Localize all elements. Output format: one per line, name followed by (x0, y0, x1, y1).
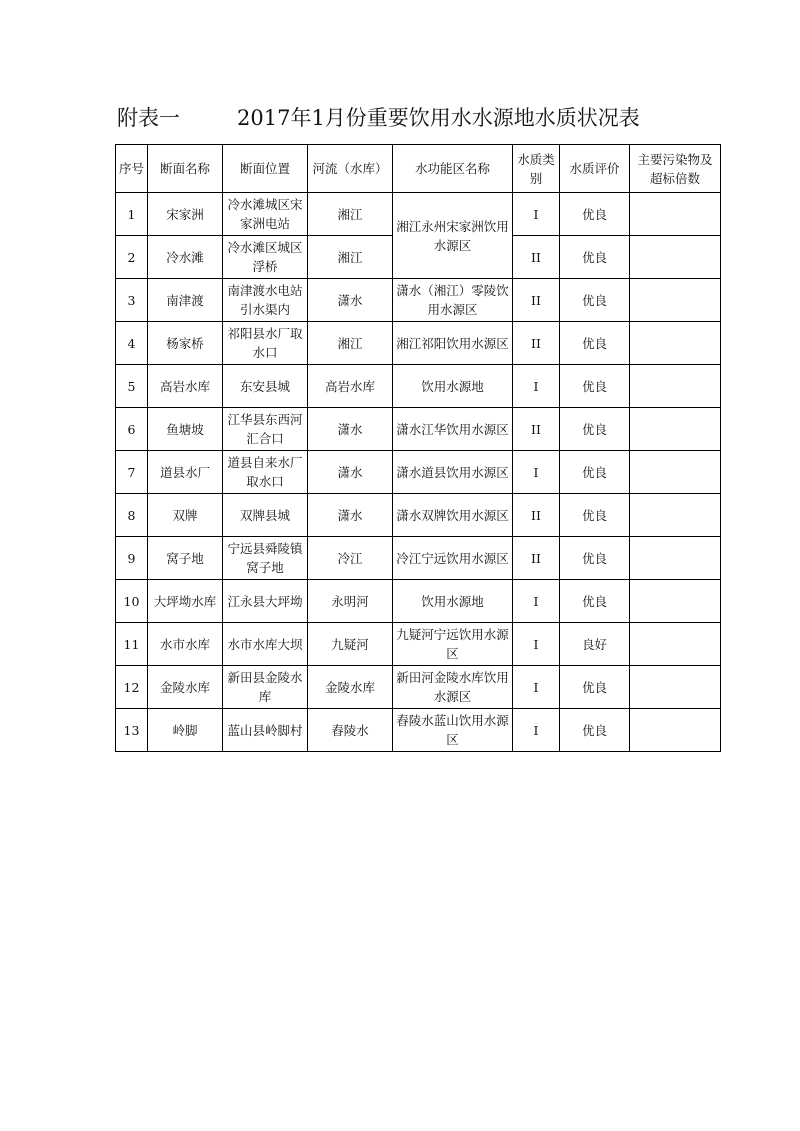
cell-grade: II (513, 236, 560, 279)
cell-grade: II (513, 408, 560, 451)
cell-grade: II (513, 322, 560, 365)
table-row (116, 666, 721, 709)
cell-location: 双牌县城 (223, 494, 308, 537)
cell-pollutant (630, 537, 721, 580)
cell-river: 金陵水库 (308, 666, 393, 709)
cell-river: 永明河 (308, 580, 393, 623)
cell-eval: 优良 (560, 451, 630, 494)
cell-no: 5 (116, 365, 148, 408)
cell-location: 江华县东西河汇合口 (223, 408, 308, 451)
table-row (116, 279, 721, 322)
cell-grade: II (513, 279, 560, 322)
table-row (116, 365, 721, 408)
cell-river: 湘江 (308, 193, 393, 236)
cell-location: 冷水滩城区宋家洲电站 (223, 193, 308, 236)
cell-zone: 饮用水源地 (393, 580, 513, 623)
cell-location: 蓝山县岭脚村 (223, 709, 308, 752)
cell-pollutant (630, 322, 721, 365)
cell-name: 大坪坳水库 (148, 580, 223, 623)
cell-eval: 优良 (560, 236, 630, 279)
cell-grade: I (513, 623, 560, 666)
cell-zone: 潇水道县饮用水源区 (393, 451, 513, 494)
cell-name: 冷水滩 (148, 236, 223, 279)
cell-no: 4 (116, 322, 148, 365)
table-row (116, 408, 721, 451)
cell-name: 宋家洲 (148, 193, 223, 236)
header-river: 河流（水库） (308, 145, 393, 193)
cell-grade: I (513, 580, 560, 623)
cell-zone: 舂陵水蓝山饮用水源区 (393, 709, 513, 752)
cell-river: 潇水 (308, 494, 393, 537)
cell-no: 10 (116, 580, 148, 623)
header-zone: 水功能区名称 (393, 145, 513, 193)
cell-location: 宁远县舜陵镇窝子地 (223, 537, 308, 580)
cell-river: 潇水 (308, 451, 393, 494)
cell-eval: 优良 (560, 279, 630, 322)
cell-river: 湘江 (308, 322, 393, 365)
cell-no: 7 (116, 451, 148, 494)
cell-no: 2 (116, 236, 148, 279)
cell-pollutant (630, 408, 721, 451)
cell-eval: 良好 (560, 623, 630, 666)
cell-eval: 优良 (560, 408, 630, 451)
cell-grade: I (513, 709, 560, 752)
cell-pollutant (630, 623, 721, 666)
cell-eval: 优良 (560, 709, 630, 752)
cell-location: 南津渡水电站引水渠内 (223, 279, 308, 322)
cell-no: 11 (116, 623, 148, 666)
cell-zone: 潇水江华饮用水源区 (393, 408, 513, 451)
table-row (116, 580, 721, 623)
title-label: 附表一 (117, 106, 180, 130)
cell-location: 东安县城 (223, 365, 308, 408)
cell-pollutant (630, 709, 721, 752)
cell-name: 水市水库 (148, 623, 223, 666)
cell-zone: 湘江祁阳饮用水源区 (393, 322, 513, 365)
cell-pollutant (630, 451, 721, 494)
header-grade: 水质类别 (513, 145, 560, 193)
table-row (116, 537, 721, 580)
cell-grade: II (513, 494, 560, 537)
cell-zone: 冷江宁远饮用水源区 (393, 537, 513, 580)
cell-zone: 新田河金陵水库饮用水源区 (393, 666, 513, 709)
cell-location: 冷水滩区城区浮桥 (223, 236, 308, 279)
cell-name: 岭脚 (148, 709, 223, 752)
header-no: 序号 (116, 145, 148, 193)
cell-name: 高岩水库 (148, 365, 223, 408)
cell-eval: 优良 (560, 494, 630, 537)
cell-pollutant (630, 580, 721, 623)
cell-no: 12 (116, 666, 148, 709)
cell-no: 1 (116, 193, 148, 236)
cell-no: 3 (116, 279, 148, 322)
water-quality-table (115, 144, 721, 752)
cell-zone: 九疑河宁远饮用水源区 (393, 623, 513, 666)
cell-pollutant (630, 193, 721, 236)
cell-grade: I (513, 365, 560, 408)
cell-location: 新田县金陵水库 (223, 666, 308, 709)
cell-eval: 优良 (560, 193, 630, 236)
cell-zone: 潇水双牌饮用水源区 (393, 494, 513, 537)
cell-pollutant (630, 666, 721, 709)
cell-name: 金陵水库 (148, 666, 223, 709)
cell-river: 潇水 (308, 408, 393, 451)
table-row (116, 322, 721, 365)
table-row (116, 494, 721, 537)
cell-zone: 饮用水源地 (393, 365, 513, 408)
table-row (116, 709, 721, 752)
header-location: 断面位置 (223, 145, 308, 193)
cell-location: 道县自来水厂取水口 (223, 451, 308, 494)
cell-river: 舂陵水 (308, 709, 393, 752)
cell-location: 祁阳县水厂取水口 (223, 322, 308, 365)
cell-name: 杨家桥 (148, 322, 223, 365)
cell-no: 9 (116, 537, 148, 580)
cell-pollutant (630, 494, 721, 537)
cell-name: 鱼塘坡 (148, 408, 223, 451)
table-row (116, 623, 721, 666)
header-eval: 水质评价 (560, 145, 630, 193)
cell-grade: II (513, 537, 560, 580)
cell-eval: 优良 (560, 322, 630, 365)
cell-no: 6 (116, 408, 148, 451)
table-row (116, 451, 721, 494)
page-title (117, 104, 737, 132)
header-row (116, 145, 721, 193)
cell-no: 13 (116, 709, 148, 752)
cell-pollutant (630, 236, 721, 279)
table-row (116, 193, 721, 236)
cell-river: 湘江 (308, 236, 393, 279)
cell-river: 潇水 (308, 279, 393, 322)
cell-river: 冷江 (308, 537, 393, 580)
cell-grade: I (513, 666, 560, 709)
cell-location: 水市水库大坝 (223, 623, 308, 666)
header-pollutant: 主要污染物及超标倍数 (630, 145, 721, 193)
cell-no: 8 (116, 494, 148, 537)
title-main: 2017年1月份重要饮用水水源地水质状况表 (237, 106, 640, 130)
cell-eval: 优良 (560, 365, 630, 408)
cell-river: 高岩水库 (308, 365, 393, 408)
cell-pollutant (630, 279, 721, 322)
cell-river: 九疑河 (308, 623, 393, 666)
cell-zone: 潇水（湘江）零陵饮用水源区 (393, 279, 513, 322)
cell-grade: I (513, 193, 560, 236)
cell-name: 窝子地 (148, 537, 223, 580)
cell-eval: 优良 (560, 580, 630, 623)
cell-grade: I (513, 451, 560, 494)
cell-zone-merged: 湘江永州宋家洲饮用水源区 (393, 193, 513, 279)
cell-eval: 优良 (560, 666, 630, 709)
cell-name: 道县水厂 (148, 451, 223, 494)
cell-location: 江永县大坪坳 (223, 580, 308, 623)
header-name: 断面名称 (148, 145, 223, 193)
cell-name: 双牌 (148, 494, 223, 537)
cell-eval: 优良 (560, 537, 630, 580)
cell-pollutant (630, 365, 721, 408)
cell-name: 南津渡 (148, 279, 223, 322)
